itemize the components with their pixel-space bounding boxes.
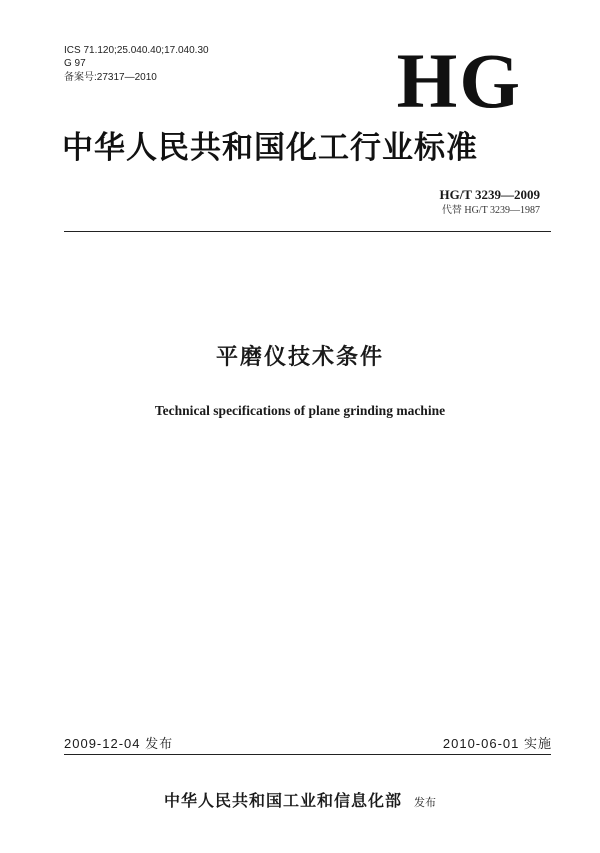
standard-title: 中华人民共和国化工行业标准: [62, 130, 478, 166]
divider-top: [64, 231, 551, 232]
issuer: [0, 788, 600, 811]
ics-code: ICS 71.120;25.040.40;17.040.30: [64, 45, 209, 56]
issue-date: 2009-12-04 发布: [64, 736, 174, 751]
issuer-suffix: 发布: [414, 796, 436, 809]
ccs-code: G 97: [64, 58, 86, 69]
replaces-standard: 代替 HG/T 3239—1987: [441, 205, 540, 216]
standard-number: HG/T 3239—2009: [439, 187, 540, 202]
document-title-cn: 平磨仪技术条件: [215, 345, 384, 370]
hg-logo: HG: [396, 37, 522, 124]
implementation-date: 2010-06-01 实施: [442, 736, 552, 751]
divider-bottom: [64, 754, 551, 755]
issuer-name: 中华人民共和国工业和信息化部: [163, 791, 402, 810]
document-title-en: Technical specifications of plane grinding machine: [154, 403, 446, 418]
registration-number: 备案号:27317—2010: [64, 72, 157, 83]
